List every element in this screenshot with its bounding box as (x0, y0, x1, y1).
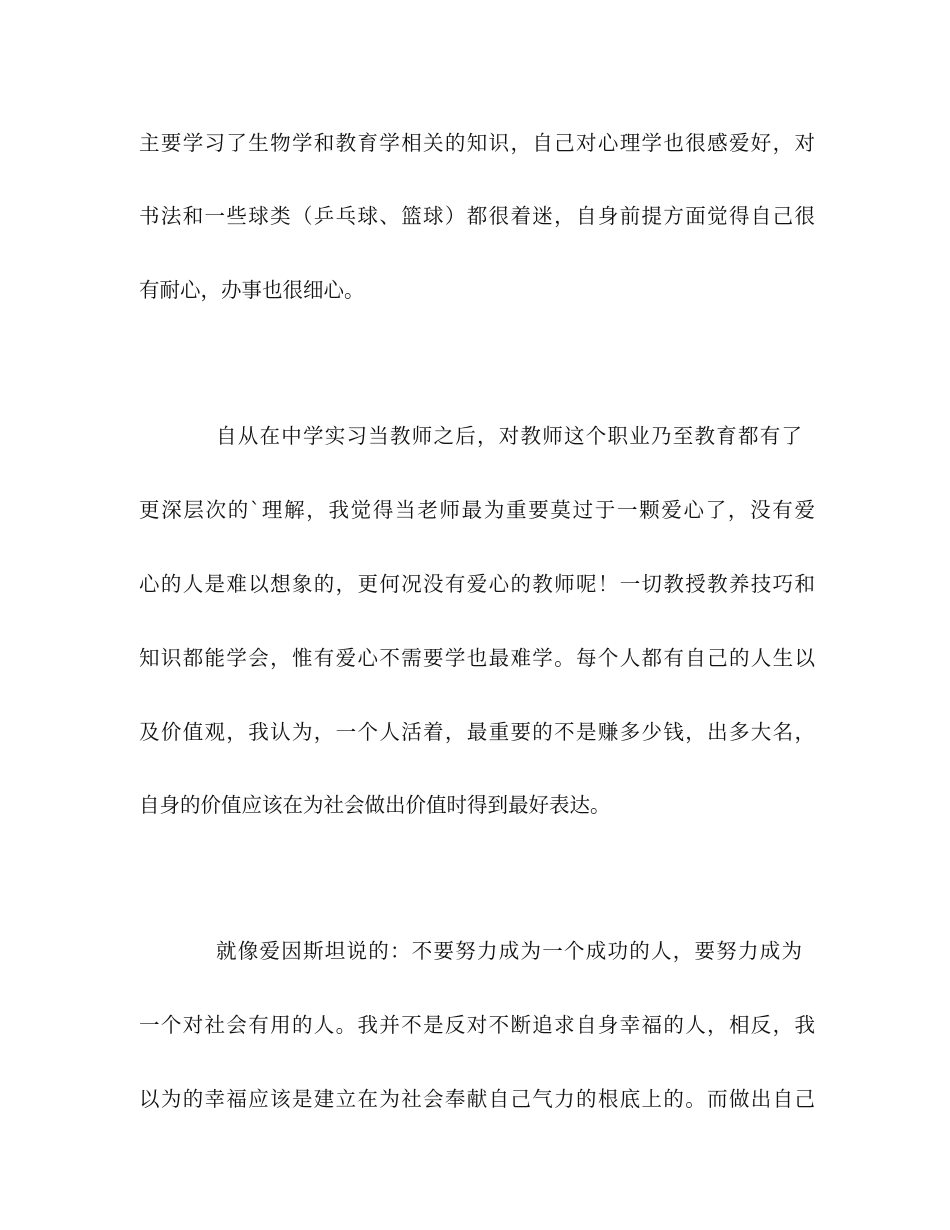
paragraph-2-line-2: 更深层次的`理解，我觉得当老师最为重要莫过于一颗爱心了，没有爱 (139, 498, 815, 522)
paragraph-3-line-3: 以为的幸福应该是建立在为社会奉献自己气力的根底上的。而做出自己 (139, 1087, 815, 1111)
paragraph-3-line-2: 一个对社会有用的人。我并不是反对不断追求自身幸福的人，相反，我 (139, 1013, 815, 1037)
paragraph-2-line-6: 自身的价值应该在为社会做出价值时得到最好表达。 (139, 793, 611, 817)
paragraph-2-line-4: 知识都能学会，惟有爱心不需要学也最难学。每个人都有自己的人生以 (139, 646, 815, 670)
paragraph-2-line-5: 及价值观，我认为，一个人活着，最重要的不是赚多少钱，出多大名， (139, 720, 815, 744)
paragraph-2-line-3: 心的人是难以想象的，更何况没有爱心的教师呢！一切教授教养技巧和 (139, 572, 815, 596)
paragraph-1-line-1: 主要学习了生物学和教育学相关的知识，自己对心理学也很感爱好，对 (139, 131, 815, 155)
paragraph-1-line-2: 书法和一些球类（乒乓球、篮球）都很着迷，自身前提方面觉得自己很 (139, 204, 815, 228)
paragraph-3-line-1: 就像爱因斯坦说的：不要努力成为一个成功的人，要努力成为 (216, 939, 802, 963)
paragraph-2-line-1: 自从在中学实习当教师之后，对教师这个职业乃至教育都有了 (216, 424, 802, 448)
paragraph-1-line-3: 有耐心，办事也很细心。 (139, 278, 365, 302)
